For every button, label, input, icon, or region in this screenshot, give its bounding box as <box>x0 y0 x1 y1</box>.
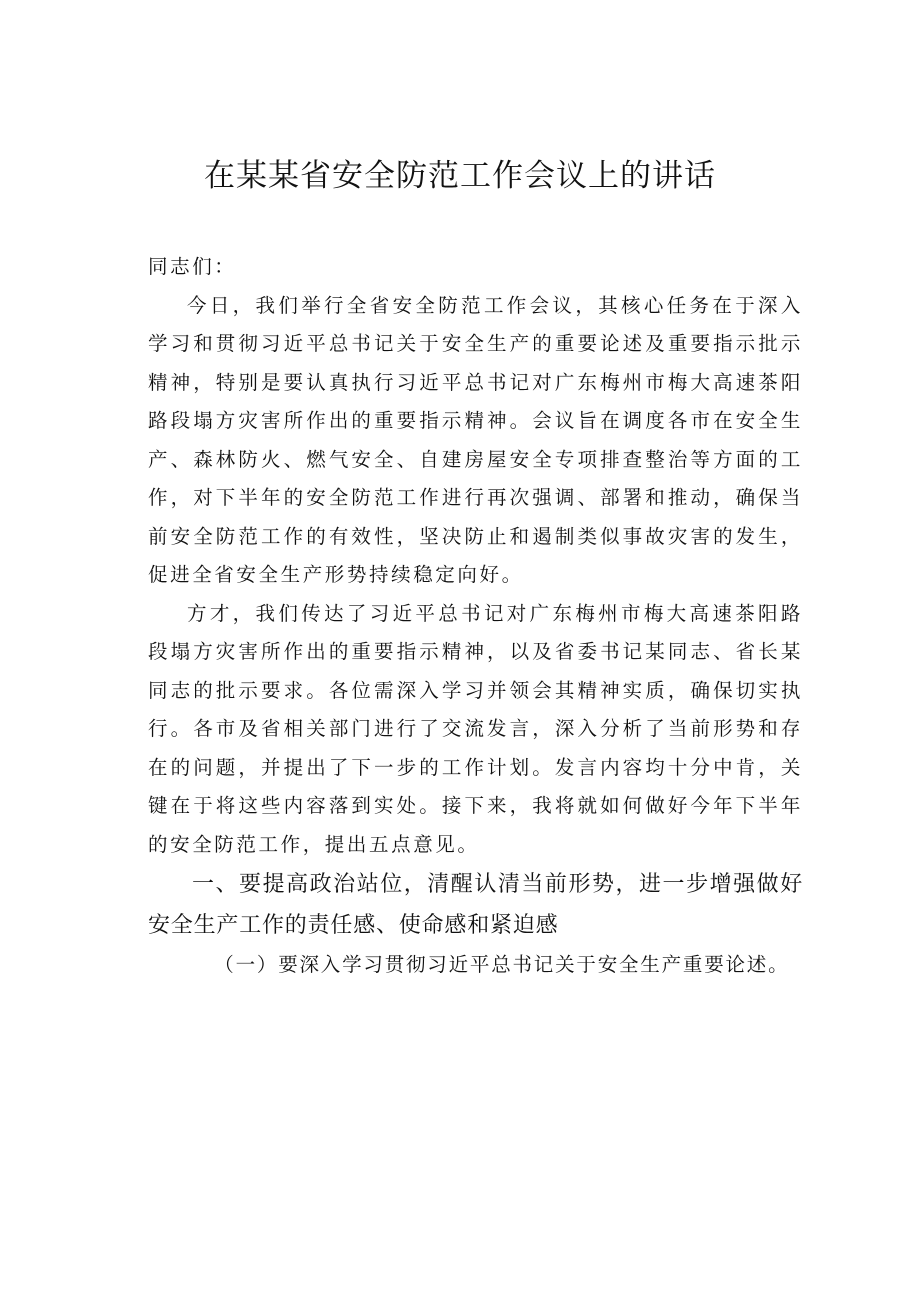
section-heading: 一、要提高政治站位，清醒认清当前形势，进一步增强做好安全生产工作的责任感、使命感和紧迫感 <box>148 872 803 938</box>
paragraph: 今日，我们举行全省安全防范工作会议，其核心任务在于深入学习和贯彻习近平总书记关于安全生产的重要论述及重要指示批示精神，特别是要认真执行习近平总书记对广东梅州市梅大高速茶阳路段塌方灾害所作出的重要指示精神。会议旨在调度各市在安全生产、森林防火、燃气安全、自建房屋安全专项排查整治等方面的工作，对下半年的安全防范工作进行再次强调、部署和推动，确保当前安全防范工作的有效性，坚决防止和遏制类似事故灾害的发生，促进全省安全生产形势持续稳定向好。 <box>148 293 803 586</box>
document-body <box>148 248 803 985</box>
subsection-heading: （一）要深入学习贯彻习近平总书记关于安全生产重要论述。 <box>214 953 790 976</box>
paragraph: 方才，我们传达了习近平总书记对广东梅州市梅大高速茶阳路段塌方灾害所作出的重要指示精神，以及省委书记某同志、省长某同志的批示要求。各位需深入学习并领会其精神实质，确保切实执行。各市及省相关部门进行了交流发言，深入分析了当前形势和存在的问题，并提出了下一步的工作计划。发言内容均十分中肯，关键在于将这些内容落到实处。接下来，我将就如何做好今年下半年的安全防范工作，提出五点意见。 <box>148 601 803 856</box>
document-title: 在某某省安全防范工作会议上的讲话 <box>204 158 716 194</box>
salutation: 同志们： <box>148 255 237 278</box>
